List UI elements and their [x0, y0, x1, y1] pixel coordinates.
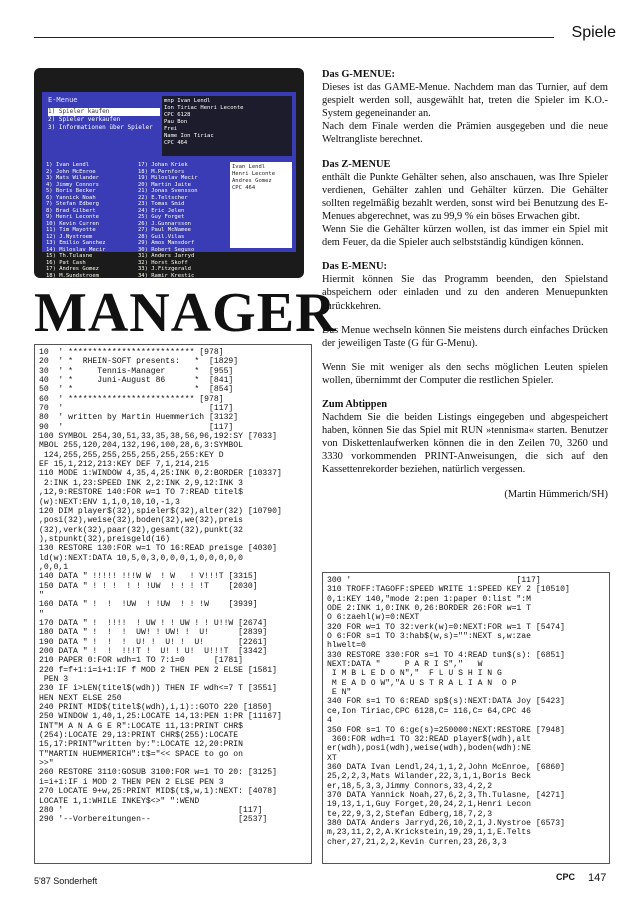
screen-menu	[48, 108, 160, 132]
screen-player: 11) Tim Mayotte	[46, 227, 96, 233]
article-paragraph: Dieses ist das GAME-Menue. Nachdem man das Turnier, auf dem gespielt werden soll, ausgewählt hat, treten die Spieler im K.O.-System gegeneinander an.	[322, 82, 608, 120]
screen-stat-line: CPC 464	[164, 140, 188, 146]
author-credit: (Martin Hümmerich/SH)	[504, 488, 608, 500]
screen-side-line: Ivan Lendl	[232, 164, 266, 170]
screen-player: 21) Jonas Svensson	[138, 188, 198, 194]
screen-player-list	[46, 162, 226, 279]
screen-player: 3) Mats Wilander	[46, 175, 99, 181]
screen-side-line: Andres Gomez	[232, 178, 272, 184]
screen-player: 16) Pat Cash	[46, 259, 86, 266]
page-number: 147	[588, 872, 607, 884]
screen-player: 13) Emilio Sanchez	[46, 240, 106, 246]
screen-stat-line: Pau Bon	[164, 119, 188, 125]
article-heading: Zum Abtippen	[322, 398, 387, 410]
screen-stat-line: CPC 6128	[164, 112, 191, 118]
screen-stats	[162, 96, 292, 156]
article-paragraph: enthält die Punkte Gehälter sehen, also anschauen, was Ihre Spieler verdienen, Gehälter zahlen und Gehälter kürzen. Die Gehälter sollten regelmäßig bezahlt werden, sonst wird bei Benutzung des E-Menues abgerechnet, was zu 99,9 % ein böses Erwachen gibt.	[322, 171, 608, 222]
screen-stat-line: mnp Ivan Lendl	[164, 98, 211, 104]
screen-player: 17) Andres Gomez	[46, 266, 99, 272]
screen-player: 31) Anders Jarryd	[138, 253, 195, 259]
screen-player: 12) J.Nystroem	[46, 233, 93, 240]
screen-player: 20) Martin Jaite	[138, 181, 191, 188]
article-paragraph: Wenn Sie mit weniger als den sechs möglichen Leuten spielen wollen, übernimmt der Computer die restlichen Spieler.	[322, 361, 608, 386]
screen-player: 1) Ivan Lendl	[46, 162, 90, 168]
screen-player: 27) Paul McNamee	[138, 227, 191, 233]
article-title: MANAGER	[34, 282, 337, 344]
screen-side-panel	[230, 162, 292, 248]
screen-player: 18) M.Pernfors	[138, 168, 185, 175]
footer-issue: 5'87 Sonderheft	[34, 876, 98, 886]
screen-player: 9) Henri Leconte	[46, 214, 99, 220]
screen-player: 14) Miloslav Mecir	[46, 246, 106, 253]
article-paragraph: Das Menue wechseln können Sie meistens durch einfaches Drücken der jeweiligen Taste (G für G-Menu).	[322, 324, 608, 349]
screen-player: 26) J.Gunnarsson	[138, 220, 191, 227]
screen-menu-item: 3) Informationen über Spieler	[48, 124, 153, 131]
screen-player: 6) Yannick Noah	[46, 194, 96, 201]
screen-player: 10) Kevin Curren	[46, 220, 99, 227]
screen-player: 15) Th.Tulasne	[46, 253, 93, 259]
article-paragraph: Nachdem Sie die beiden Listings eingegeben und abgespeichert haben, können Sie das Spiel mit RUN »tennisma« starten. Benutzer von Diskettenlaufwerken können die in den Zeilen 70, 3260 und 3330 vorkommenden PRINT-Anweisungen, die sich auf den Kassettenrekorder beziehen, natürlich vergessen.	[322, 412, 608, 476]
footer-brand: CPC	[556, 872, 576, 882]
screen-player: 32) Horst Skoff	[138, 259, 188, 266]
article-text	[322, 68, 608, 501]
screen-player: 8) Brad Gilbert	[46, 207, 96, 214]
listing-box-2	[322, 572, 610, 864]
section-label: Spiele	[568, 24, 616, 42]
screen-player: 7) Stefan Edberg	[46, 201, 99, 207]
screen-player: 4) Jimmy Connors	[46, 181, 99, 188]
screen-player: 18) M.Sundstroem	[46, 272, 99, 279]
article-paragraph: Nach dem Finale werden die Prämien ausgegeben und die neue Weltrangliste berechnet.	[322, 121, 608, 146]
basic-listing-2: 300 ' [117] 310 TROFF:TAGOFF:SPEED WRITE 1:SPEED KEY 2 [10510] 0,1:KEY 140,"mode 2:pen 1:paper 0:list ":M ODE 2:INK 1,0:INK 0,26:BORDER 26:FOR w=1 T O 6:zaehl(w)=0:NEXT 320 FOR w=1 TO 32:verk(w)=0:NEXT:FOR w=1 T [5474] O 6:FOR s=1 TO 3:hab$(w,s)="":NEXT s,w:zae hlwelt=0 330 RESTORE 330:FOR s=1 TO 4:READ tun$(s): [6851] NEXT:DATA " P A R I S"," W I M B L E D O N"," F L U S H I N G M E A D O W","A U S T R A L I A N O P E N" 340 FOR s=1 TO 6:READ sp$(s):NEXT:DATA Joy [5423] ce,Ion Tiriac,CPC 6128,C= 116,C= 64,CPC 46 4 350 FOR s=1 TO 6:gє(s)=250000:NEXT:RESTORE [7948] 360:FOR wdh=1 TO 32:READ player$(wdh),alt er(wdh),posi(wdh),weise(wdh),boden(wdh):NE XT 360 DATA Ivan Lendl,24,1,1,2,John McEnroe, [6860] 25,2,2,3,Mats Wilander,22,3,1,1,Boris Beck er,18,5,3,3,Jimmy Connors,33,4,2,2 370 DATA Yannick Noah,27,6,2,3,Th.Tulasne, [4271] 19,13,1,1,Guy Forget,20,24,2,1,Henri Lecon te,22,9,3,2,Stefan Edberg,18,7,2,3 380 DATA Anders Jarryd,26,10,2,1,J.Nystroe [6573] m,23,11,2,2,A.Krickstein,19,29,1,1,E.Telts cher,27,21,2,2,Kevin Curren,23,26,3,3	[327, 576, 570, 847]
listing-box-1	[34, 344, 312, 864]
monitor-screen	[42, 92, 296, 279]
screen-player: 25) Guy Forget	[138, 214, 185, 220]
screen-player: 17) Johan Kriek	[138, 162, 188, 168]
header-rule	[34, 37, 554, 38]
article-paragraph: Wenn Sie die Gehälter kürzen wollen, ist das immer ein Spiel mit dem Feuer, da die Spieler auch selbstständig kündigen können.	[322, 224, 608, 249]
basic-listing-1: 10 ' ************************** [978] 20 ' * RHEIN-SOFT presents: * [1829] 30 ' * Tennis-Manager * [955] 40 ' * Juni-August 86 * [841] 50 ' * * [854] 60 ' ************************** [978] 70 ' [117] 80 ' written by Martin Huemmerich [3132] 90 ' [117] 100 SYMBOL 254,30,51,33,35,38,56,96,192:SY [7033] MBOL 255,120,204,132,196,100,28,6,3:SYMBOL 124,255,255,255,255,255,255,255:KEY D EF 15,1,212,213:KEY DEF 7,1,214,215 110 MODE 1:WINDOW 4,35,4,25:INK 0,2:BORDER [10337] 2:INK 1,23:SPEED INK 2,2:INK 2,9,12:INK 3 ,12,9:RESTORE 140:FOR w=1 TO 7:READ titel$ (w):NEXT:ENV 1,1,0,10,10,-1,3 120 DIM player$(32),spieler$(32),alter(32) [10790] ,posi(32),weise(32),boden(32),we(32),preis (32),verk(32),paar(32),gesamt(32),punkt(32 ),stpunkt(32),preisgeld(16) 130 RESTORE 130:FOR w=1 TO 16:READ preisge [4030] ld(w):NEXT:DATA 10,5,0,3,0,0,0,1,0,0,0,0,0 ,0,0,1 140 DATA " !!!!! !!!W W ! W ! V!!!T [3315] 150 DATA " ! ! ! ! ! !UW ! ! ! !T [2030] " 160 DATA " ! ! !UW ! !UW ! ! !W [3939] " 170 DATA " ! !!!! ! UW ! ! UW ! ! U!!W [2674] 180 DATA " ! ! ! UW! ! UW! ! U! [2839] 190 DATA " ! ! ! U! ! U! ! U! [2261] 200 DATA " ! ! !!!T ! U! ! U! U!!!T [3342] 210 PAPER 0:FOR wdh=1 TO 7:i=0 [1781] 220 f=f+1:i=i+1:IF f MOD 2 THEN PEN 2 ELSE [1581] PEN 3 230 IF i>LEN(titel$(wdh)) THEN IF wdh<=7 T [3551] HEN NEXT ELSE 250 240 PRINT MID$(titel$(wdh),i,1)::GOTO 220 [1850] 250 WINDOW 1,40,1,25:LOCATE 14,13:PEN 1:PR [11167] INT"M A N A G E R":LOCATE 11,13:PRINT CHR$ (254):LOCATE 29,13:PRINT CHR$(255):LOCATE 15,17:PRINT"written by:":LOCATE 12,20:PRIN T"MARTIN HUEMMERICH":t$="<< SPACE to go on >>" 260 RESTORE 3110:GOSUB 3100:FOR w=1 TO 20: [3125] i=i+1:IF i MOD 2 THEN PEN 2 ELSE PEN 3 270 LOCATE 9+w,25:PRINT MID$(t$,w,1):NEXT: [4078] LOCATE 1,1:WHILE INKEY$<>" ":WEND 280 ' [117] 290 '--Vorbereitungen-- [2537]	[39, 348, 282, 825]
screen-stat-line: Ion Tiriac Henri Leconte	[164, 105, 244, 111]
screen-player: 24) Eric Jelen	[138, 207, 185, 214]
article-heading: Das E-MENU:	[322, 261, 387, 273]
article-heading: Das Z-MENUE	[322, 158, 391, 170]
screen-player: 2) John McEnroe	[46, 168, 96, 175]
screen-player: 28) Guil.Vilas	[138, 233, 185, 240]
article-heading: Das G-MENUE:	[322, 69, 396, 80]
screen-player: 22) E.Teltscher	[138, 194, 188, 201]
screen-side-line: CPC 464	[232, 185, 256, 191]
article-paragraph: Hiermit können Sie das Programm beenden, den Spielstand abspeichern oder einladen und zu den anderen Menuepunkten zurückkehren.	[322, 274, 608, 312]
screen-player: 5) Boris Becker	[46, 188, 96, 194]
screen-menu-item: 2) Spieler verkaufen	[48, 116, 121, 123]
screen-player: 30) Robert Seguso	[138, 246, 195, 253]
screen-player: 29) Amos Mansdorf	[138, 240, 195, 246]
screen-menu-item: 1) Spieler kaufen	[48, 108, 160, 116]
game-screenshot	[34, 68, 304, 278]
screen-player: 34) Ramir Krestic	[138, 272, 195, 279]
screen-player: 33) J.Fitzgerald	[138, 266, 191, 272]
screen-stat-line: Frei	[164, 126, 178, 132]
screen-stat-line: Name Ion Tiriac	[164, 133, 214, 139]
screen-player: 23) Tomas Smid	[138, 201, 185, 207]
screen-title: E-Menue	[48, 96, 78, 104]
screen-side-line: Henri Leconte	[232, 171, 276, 177]
screen-player: 19) Miloslav Mecir	[138, 175, 198, 181]
